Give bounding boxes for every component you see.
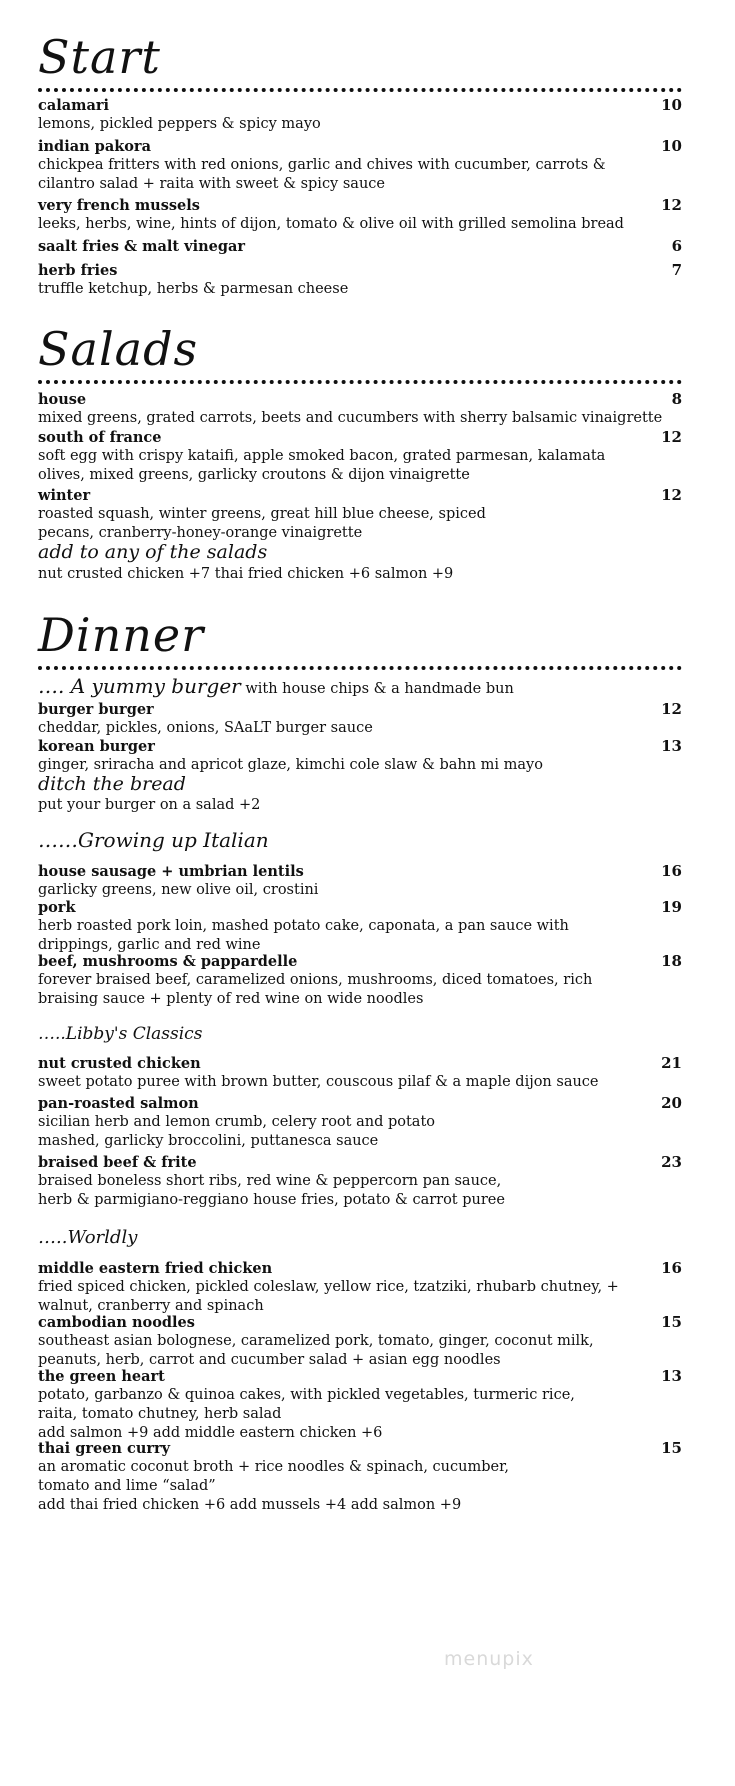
item-name: nut crusted chicken bbox=[38, 1055, 201, 1072]
menu-item bbox=[38, 700, 682, 738]
item-name: south of france bbox=[38, 429, 162, 446]
item-name: braised beef & frite bbox=[38, 1154, 197, 1171]
item-price: 13 bbox=[661, 1367, 682, 1385]
item-description: sweet potato puree with brown butter, couscous pilaf & a maple dijon sauce bbox=[38, 1074, 599, 1090]
ditch-bread-title: ditch the bread bbox=[38, 773, 186, 795]
item-price: 7 bbox=[671, 261, 682, 279]
item-name: very french mussels bbox=[38, 197, 200, 214]
italian-subheading: ……Growing up Italian bbox=[38, 828, 269, 852]
menu-item bbox=[38, 1153, 682, 1210]
item-addons: add thai fried chicken +6 add mussels +4 add salmon +9 bbox=[38, 1497, 462, 1513]
item-name: house sausage + umbrian lentils bbox=[38, 863, 304, 880]
classics-subheading: …..Libby's Classics bbox=[38, 1024, 203, 1044]
salads-addon-title: add to any of the salads bbox=[38, 541, 268, 563]
item-description: southeast asian bolognese, caramelized pork, tomato, ginger, coconut milk, peanuts, herb, carrot and cucumber salad + asian egg noodles bbox=[38, 1333, 594, 1368]
item-description: sicilian herb and lemon crumb, celery root and potato mashed, garlicky broccolini, puttanesca sauce bbox=[38, 1114, 436, 1149]
item-price: 12 bbox=[661, 486, 682, 504]
watermark: menupix bbox=[444, 1648, 534, 1670]
menu-item bbox=[38, 1313, 682, 1370]
ditch-bread-text: put your burger on a salad +2 bbox=[38, 797, 261, 813]
menu-item bbox=[38, 862, 682, 900]
worldly-subheading: …..Worldly bbox=[38, 1227, 138, 1248]
item-description: garlicky greens, new olive oil, crostini bbox=[38, 882, 319, 898]
menu-item bbox=[38, 898, 682, 955]
item-price: 12 bbox=[661, 196, 682, 214]
item-description: truffle ketchup, herbs & parmesan cheese bbox=[38, 281, 349, 297]
menu-item bbox=[38, 1367, 682, 1443]
menu-item bbox=[38, 96, 682, 134]
item-price: 12 bbox=[661, 428, 682, 446]
item-description: potato, garbanzo & quinoa cakes, with pickled vegetables, turmeric rice, raita, tomato chutney, herb salad bbox=[38, 1387, 575, 1422]
salads-addon-text: nut crusted chicken +7 thai fried chicken +6 salmon +9 bbox=[38, 566, 454, 582]
item-price: 16 bbox=[661, 1259, 682, 1277]
menu-item bbox=[38, 196, 682, 234]
burger-subheading: …. A yummy burger with house chips & a handmade bun bbox=[38, 674, 514, 698]
item-price: 15 bbox=[661, 1439, 682, 1457]
item-name: winter bbox=[38, 487, 91, 504]
dinner-heading: Dinner bbox=[38, 608, 205, 662]
menu-item bbox=[38, 237, 682, 256]
item-name: burger burger bbox=[38, 701, 154, 718]
menu-item bbox=[38, 1054, 682, 1092]
item-name: thai green curry bbox=[38, 1440, 171, 1457]
item-name: house bbox=[38, 391, 87, 408]
item-price: 8 bbox=[671, 390, 682, 408]
item-name: middle eastern fried chicken bbox=[38, 1260, 273, 1277]
item-price: 10 bbox=[661, 137, 682, 155]
item-description: braised boneless short ribs, red wine & peppercorn pan sauce, herb & parmigiano-reggiano house fries, potato & carrot puree bbox=[38, 1173, 505, 1208]
item-price: 6 bbox=[671, 237, 682, 255]
item-price: 15 bbox=[661, 1313, 682, 1331]
item-price: 21 bbox=[661, 1054, 682, 1072]
item-price: 12 bbox=[661, 700, 682, 718]
item-name: pan-roasted salmon bbox=[38, 1095, 199, 1112]
start-heading: Start bbox=[38, 30, 161, 84]
salads-heading: Salads bbox=[38, 322, 199, 376]
menu-item bbox=[38, 137, 682, 194]
item-name: cambodian noodles bbox=[38, 1314, 195, 1331]
item-name: korean burger bbox=[38, 738, 155, 755]
item-price: 20 bbox=[661, 1094, 682, 1112]
item-description: herb roasted pork loin, mashed potato cake, caponata, a pan sauce with drippings, garlic and red wine bbox=[38, 918, 569, 953]
salads-divider bbox=[38, 380, 682, 384]
item-price: 13 bbox=[661, 737, 682, 755]
item-name: pork bbox=[38, 899, 76, 916]
item-description: leeks, herbs, wine, hints of dijon, tomato & olive oil with grilled semolina bread bbox=[38, 216, 624, 232]
item-name: herb fries bbox=[38, 262, 118, 279]
menu-item bbox=[38, 486, 682, 543]
start-divider bbox=[38, 88, 682, 92]
item-description: fried spiced chicken, pickled coleslaw, yellow rice, tzatziki, rhubarb chutney, + walnut, cranberry and spinach bbox=[38, 1279, 619, 1314]
item-addons: add salmon +9 add middle eastern chicken +6 bbox=[38, 1425, 383, 1441]
item-name: beef, mushrooms & pappardelle bbox=[38, 953, 298, 970]
item-description: lemons, pickled peppers & spicy mayo bbox=[38, 116, 321, 132]
item-description: forever braised beef, caramelized onions, mushrooms, diced tomatoes, rich braising sauce + plenty of red wine on wide noodles bbox=[38, 972, 593, 1007]
menu-item bbox=[38, 1094, 682, 1151]
menu-item bbox=[38, 390, 682, 428]
menu-item bbox=[38, 1439, 682, 1515]
item-description: roasted squash, winter greens, great hill blue cheese, spiced pecans, cranberry-honey-orange vinaigrette bbox=[38, 506, 486, 541]
item-name: saalt fries & malt vinegar bbox=[38, 238, 246, 255]
item-description: chickpea fritters with red onions, garlic and chives with cucumber, carrots & cilantro salad + raita with sweet & spicy sauce bbox=[38, 157, 606, 192]
item-price: 18 bbox=[661, 952, 682, 970]
item-description: an aromatic coconut broth + rice noodles & spinach, cucumber, tomato and lime “salad” bbox=[38, 1459, 510, 1494]
item-description: ginger, sriracha and apricot glaze, kimchi cole slaw & bahn mi mayo bbox=[38, 757, 543, 773]
item-price: 16 bbox=[661, 862, 682, 880]
menu-item bbox=[38, 737, 682, 775]
item-name: calamari bbox=[38, 97, 110, 114]
menu-item bbox=[38, 952, 682, 1009]
dinner-divider bbox=[38, 666, 682, 670]
item-price: 23 bbox=[661, 1153, 682, 1171]
menu-item bbox=[38, 428, 682, 485]
menu-item bbox=[38, 261, 682, 299]
item-description: mixed greens, grated carrots, beets and cucumbers with sherry balsamic vinaigrette bbox=[38, 410, 663, 426]
item-price: 19 bbox=[661, 898, 682, 916]
menu-item bbox=[38, 1259, 682, 1316]
item-name: indian pakora bbox=[38, 138, 151, 155]
item-price: 10 bbox=[661, 96, 682, 114]
item-description: soft egg with crispy kataifi, apple smoked bacon, grated parmesan, kalamata olives, mixed greens, garlicky croutons & dijon vinaigrette bbox=[38, 448, 606, 483]
item-name: the green heart bbox=[38, 1368, 165, 1385]
item-description: cheddar, pickles, onions, SAaLT burger sauce bbox=[38, 720, 373, 736]
